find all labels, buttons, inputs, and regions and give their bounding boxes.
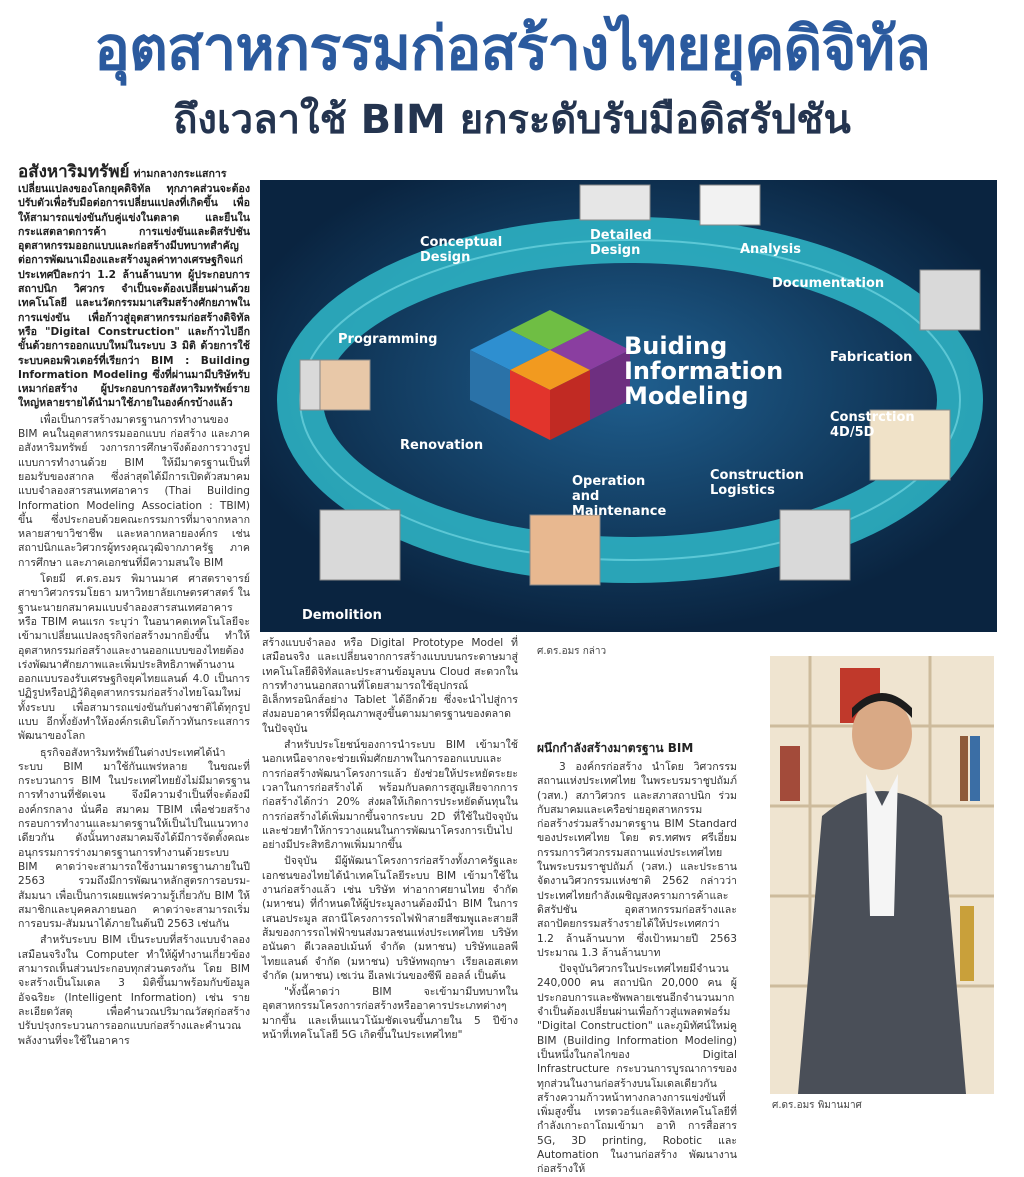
section-heading: ผนึกกำลังสร้างมาตรฐาน BIM (537, 741, 694, 755)
building-icon (580, 185, 650, 220)
center-line-1: Buiding (624, 332, 728, 360)
photo-caption-top: ศ.ดร.อมร กล่าว (537, 646, 607, 657)
body-paragraph: เพื่อเป็นการสร้างมาตรฐานการทำงานของ BIM คนในอุตสาหกรรมออกแบบ ก่อสร้าง และภาคอสังหาริมทรัพย์ วงการการศึกษาจึงต้องการวางรูปแบบการทำงานด้วย BIM ให้มีมาตรฐานเป็นที่ยอมรับของสากล ซึ่งล่าสุดได้มีการเปิดตัวสมาคมแบบจำลองสารสนเทศอาคาร (Thai Building Information Modeling Association : TBIM) ขึ้น ซึ่งประกอบด้วยคณะกรรมการที่มาจากหลากหลายสาขาวิชาชีพ และหลากหลายองค์กร เช่น สถาปนิกและวิศวกรผู้ทรงคุณวุฒิจากภาครัฐ ภาคการศึกษา และภาคเอกชนที่มีความสนใจ BIM (18, 413, 250, 569)
stage-construction: Constrction 4D/5D (830, 410, 915, 440)
building-icon (780, 510, 850, 580)
stage-detailed-design: Detailed Design (590, 228, 652, 258)
article-column-2 (262, 636, 518, 1132)
stage-demolition: Demolition (302, 608, 382, 623)
center-line-2: Information (624, 357, 784, 385)
stage-analysis: Analysis (740, 242, 801, 257)
lead-title: อสังหาริมทรัพย์ (18, 162, 130, 182)
stage-conceptual-design: Conceptual Design (420, 235, 503, 265)
stage-fabrication: Fabrication (830, 350, 913, 365)
bim-diagram (260, 180, 997, 632)
body-paragraph: "ทั้งนี้คาดว่า BIM จะเข้ามามีบทบาทในอุตสาหกรรมโครงการก่อสร้างหรืออาคารประเภทต่างๆ มากขึ้น และเห็นแนวโน้มชัดเจนขึ้นภายใน 5 ปีข้างหน้าที่เทคโนโลยี 5G เกิดขึ้นในประเทศไทย" (262, 986, 518, 1042)
lead-text: ท่ามกลางกระแสการเปลี่ยนแปลงของโลกยุคดิจิทัล ทุกภาคส่วนจะต้องปรับตัวเพื่อรับมือต่อการเปลี่ยนแปลงที่เกิดขึ้น เพื่อให้สามารถแข่งขันกับคู่แข่งในตลาด และยืนในกระแสตลาดการค้า การแข่งขันและดิสรัปชัน อุตสาหกรรมออกแบบและก่อสร้างมีบทบาทสำคัญต่อการพัฒนาเมืองและสร้างมูลค่าทางเศรษฐกิจแก่ประเทศปีละกว่า 1.2 ล้านล้านบาท ผู้ประกอบการ สถาปนิก วิศวกร จำเป็นจะต้องเปลี่ยนผ่านด้วยเทคโนโลยี และนวัตกรรมมาเสริมสร้างศักยภาพในการแข่งขัน เพื่อก้าวสู่อุตสาหกรรมก่อสร้างดิจิทัล หรือ "Digital Construction" และก้าวไปอีกขั้นด้วยการออกแบบใหม่ในระบบ 3 มิติ ด้วยการใช้ระบบคอมพิวเตอร์ที่เรียกว่า BIM : Building Information Modeling ซึ่งที่ผ่านมามีบริษัทรับเหมาก่อสร้าง ผู้ประกอบการอสังหาริมทรัพย์รายใหญ่หลายรายได้นำมาใช้ภายในองค์กรบ้างแล้ว (18, 168, 250, 410)
center-line-3: Modeling (624, 382, 749, 410)
stage-renovation: Renovation (400, 438, 484, 453)
building-icon (320, 510, 400, 580)
stage-operation: Operation and Maintenance (572, 474, 667, 519)
building-icon (920, 270, 980, 330)
stage-documentation: Documentation (772, 276, 885, 291)
portrait-illustration (770, 656, 994, 1094)
photo-caption-bottom: ศ.ดร.อมร พิมานมาศ (772, 1100, 862, 1111)
stage-programming: Programming (338, 332, 438, 347)
headline-sub: ถึงเวลาใช้ BIM ยกระดับรับมือดิสรัปชัน (173, 97, 851, 143)
bim-center-title (624, 334, 783, 409)
building-icon (530, 515, 600, 585)
article-column-1 (18, 162, 250, 1132)
building-icon (700, 185, 760, 225)
body-paragraph: สำหรับประโยชน์ของการนำระบบ BIM เข้ามาใช้นอกเหนือจากจะช่วยเพิ่มศักยภาพในการออกแบบและการก่อสร้างพัฒนาโครงการแล้ว ยังช่วยให้ประหยัดระยะเวลาในการก่อสร้างได้ พร้อมกับลดการสูญเสียจากการก่อสร้างได้กว่า 20% ส่งผลให้เกิดการประหยัดต้นทุนในการก่อสร้างได้เพิ่มมากขึ้นจากระบบ 2D ที่ใช้ในปัจจุบัน และช่วยทำให้การวางแผนในการพัฒนาโครงการเป็นไปอย่างมีประสิทธิภาพเพิ่มมากขึ้น (262, 739, 518, 852)
stage-logistics: Construction Logistics (710, 468, 804, 498)
body-paragraph: โดยมี ศ.ดร.อมร พิมานมาศ ศาสตราจารย์สาขาวิศวกรรมโยธา มหาวิทยาลัยเกษตรศาสตร์ ในฐานะนายกสมาคมแบบจำลองสารสนเทศอาคาร หรือ TBIM คนแรก ระบุว่า ในอนาคตเทคโนโลยีจะเข้ามาเปลี่ยนแปลงธุรกิจก่อสร้างมากยิ่งขึ้น ทำให้อุตสาหกรรมก่อสร้างและงานออกแบบของไทยต้องเร่งพัฒนาศักยภาพและเพิ่มประสิทธิภาพด้านงานออกแบบรองรับเศรษฐกิจยุคไทยแลนด์ 4.0 เป็นการปฏิรูปหรือปฏิวัติอุตสาหกรรมก่อสร้างไทยโฉมใหม่ทั้งระบบ เพื่อสามารถแข่งขันกับต่างชาติได้ทุกรูปแบบ อีกทั้งยังทำให้องค์กรเติบโตก้าวทันกระแสการพัฒนาของโลก (18, 573, 250, 743)
body-paragraph: สร้างแบบจำลอง หรือ Digital Prototype Model ที่เสมือนจริง และเปลี่ยนจากการสร้างแบบบนกระดาษมาสู่เทคโนโลยีดิจิทัลและประสานข้อมูลบน Cloud สะดวกในการทำงานนอกสถานที่โดยสามารถใช้อุปกรณ์อิเล็กทรอนิกส์อย่าง Tablet ได้อีกด้วย ซึ่งจะนำไปสู่การส่งมอบอาคารที่มีคุณภาพสูงขึ้นตามมาตรฐานของตลาดในปัจจุบัน (262, 637, 518, 735)
body-paragraph: ปัจจุบันวิศวกรในประเทศไทยมีจำนวน 240,000 คน สถาปนิก 20,000 คน ผู้ประกอบการและซัพพลายเชนอีกจำนวนมาก จำเป็นต้องเปลี่ยนผ่านเพื่อก้าวสู่แพลตฟอร์ม "Digital Construction" และภูมิทัศน์ใหม่คู BIM (Building Information Modeling) เป็นหนึ่งในกลไกของ Digital Infrastructure กระบวนการบูรณาการของทุกส่วนในงานก่อสร้างบนโมเดลเดียวกัน สร้างความก้าวหน้าทางกลางการแข่งขันที่เพิ่มสูงขึ้น เทรดวอร์และดิจิทัลเทคโนโลยีที่กำลังเกาะถาโถมเข้ามา อาทิ การสื่อสาร 5G, 3D printing, Robotic และ Automation ในงานก่อสร้าง พัฒนางานก่อสร้างให้ (537, 963, 737, 1176)
article-column-3 (537, 740, 737, 1176)
body-paragraph: ปัจจุบัน มีผู้พัฒนาโครงการก่อสร้างทั้งภาครัฐและเอกชนของไทยได้นำเทคโนโลยีระบบ BIM เข้ามาใช้ในงานก่อสร้างแล้ว เช่น บริษัท ท่าอากาศยานไทย จำกัด (มหาชน) ที่กำหนดให้ผู้ประมูลงานต้องมีนำ BIM ในการเสนอประมูล สถานีโครงการรถไฟฟ้าสายสีชมพูและสายสีส้มของการรถไฟฟ้าขนส่งมวลชนแห่งประเทศไทย บริษัทอนันดา ดีเวลลอปเม้นท์ จำกัด (มหาชน) บริษัทแอลพี ไทยแลนด์ จำกัด (มหาชน) บริษัทพฤกษา เรียลเอสเตท จำกัด (มหาชน) เซเว่น อีเลฟเว่นของซีพี ออลล์ เป็นต้น (262, 855, 518, 982)
building-icon (320, 360, 370, 410)
lead-paragraph (18, 162, 250, 411)
body-paragraph: ธุรกิจอสังหาริมทรัพย์ในต่างประเทศได้นำระบบ BIM มาใช้กันแพร่หลาย ในขณะที่กระบวนการ BIM ในประเทศไทยยังไม่มีมาตรฐานการทำงานที่ชัดเจน จึงมีความจำเป็นที่จะต้องมีองค์กรกลาง นั่นคือ สมาคม TBIM เพื่อช่วยสร้างกรอบการทำงานและมาตรฐานให้เป็นไปในแนวทางเดียวกัน ดังนั้นทางสมาคมจึงได้มีการจัดตั้งคณะอนุกรรมการร่างมาตรฐานการทำงานด้วยระบบ BIM คาดว่าจะสามารถใช้งานมาตรฐานภายในปี 2563 รวมถึงมีการพัฒนาหลักสูตรการอบรม-สัมมนา เพื่อเป็นการเผยแพร่ความรู้เกี่ยวกับ BIM ให้สมาชิกและบุคคลภายนอก คาดว่าจะสามารถเริ่มการอบรม-สัมมนาได้ภายในต้นปี 2563 เช่นกัน (18, 746, 250, 931)
portrait-photo (770, 656, 994, 1094)
headline-main: อุตสาหกรรมก่อสร้างไทยยุคดิจิทัล (93, 14, 930, 84)
body-paragraph: สำหรับระบบ BIM เป็นระบบที่สร้างแบบจำลองเสมือนจริงใน Computer ทำให้ผู้ทำงานเกี่ยวข้องสามารถเห็นส่วนประกอบทุกส่วนตรงกัน โดย BIM จะสร้างเป็นโมเดล 3 มิติขึ้นมาพร้อมกับข้อมูลอัจฉริยะ (Intelligent Information) เช่น รายละเอียดวัสดุ เพื่อคำนวณปริมาณวัสดุก่อสร้าง ปรับปรุงกระบวนการออกแบบก่อสร้างและคำนวณพลังงานที่จะใช้ในอาคาร (18, 934, 250, 1047)
body-paragraph: 3 องค์กรก่อสร้าง นำโดย วิศวกรรมสถานแห่งประเทศไทย ในพระบรมราชูปถัมภ์ (วสท.) สภาวิศวกร และสภาสถาปนิก ร่วมกับสมาคมและเครือข่ายอุตสาหกรรมก่อสร้างร่วมสร้างมาตรฐาน BIM Standard ของประเทศไทย โดย ดร.ทศพร ศรีเอี่ยม กรรมการวิศวกรรมสถานแห่งประเทศไทย ในพระบรมราชูปถัมภ์ (วสท.) และประธานจัดงานวิศวกรรมแห่งชาติ 2562 กล่าวว่า ประเทศไทยกำลังเผชิญสงครามการค้าและดิสรัปชัน อุตสาหกรรมก่อสร้างและสถาปัตยกรรมสร้างรายได้ให้ประเทศกว่า 1.2 ล้านล้านบาท ซึ่งเป้าหมายปี 2563 ประมาณ 1.3 ล้านล้านบาท (537, 761, 737, 959)
